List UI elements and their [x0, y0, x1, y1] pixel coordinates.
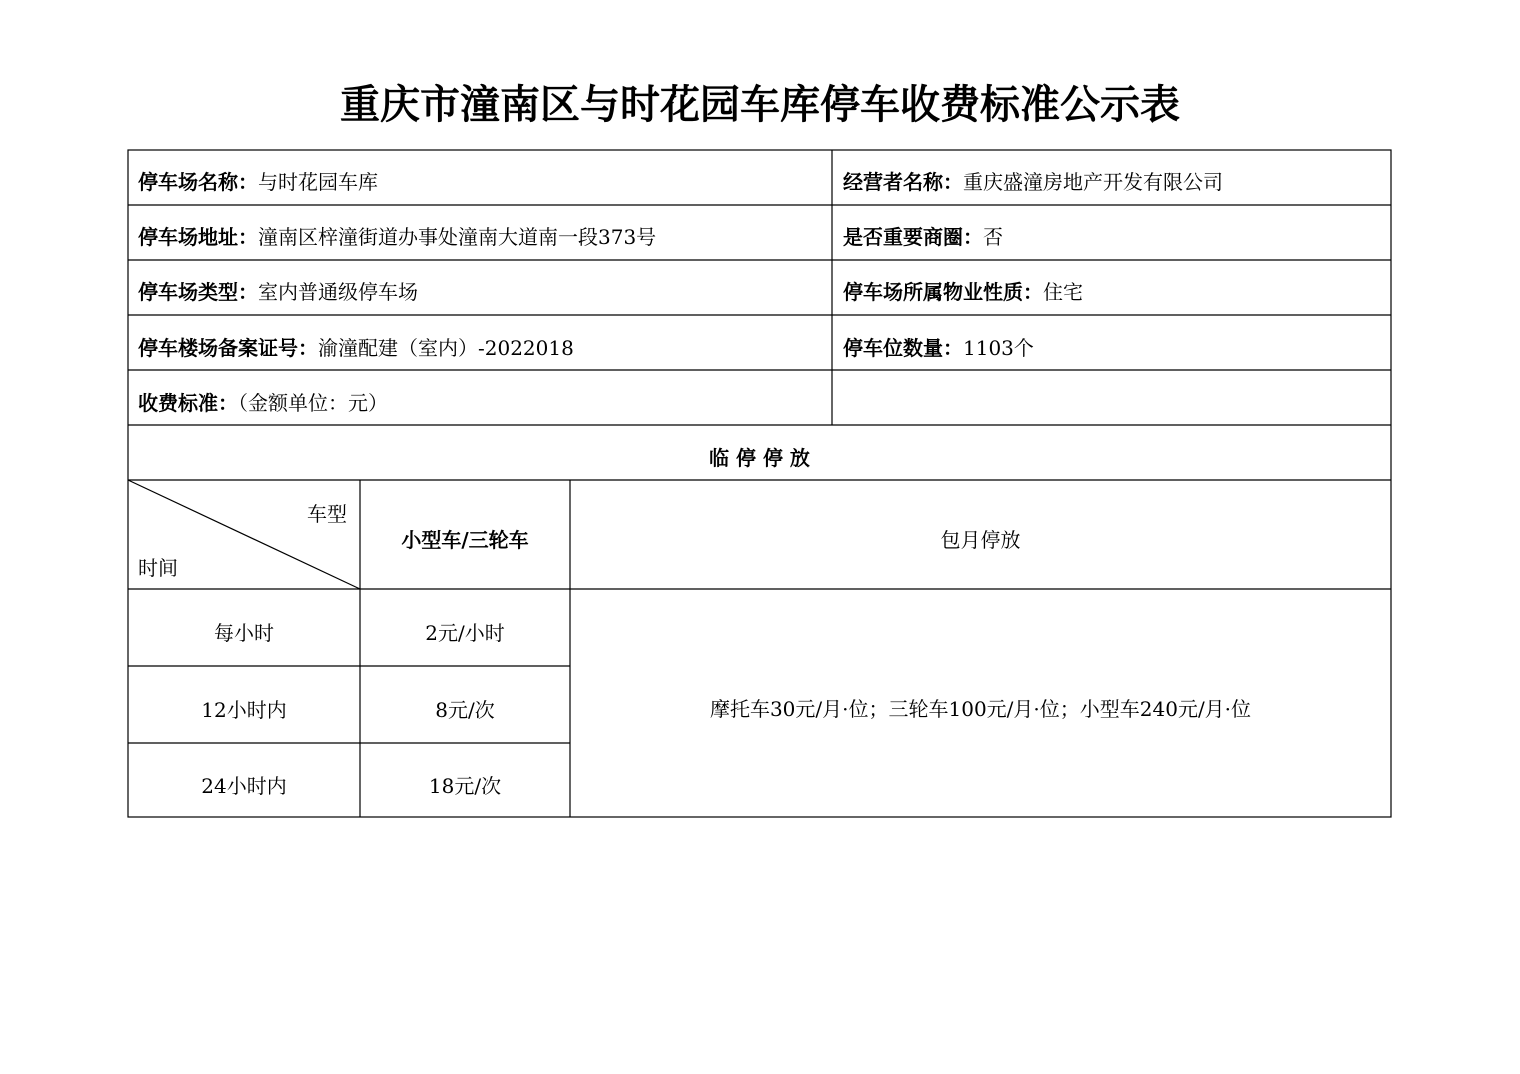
spaces-value: 1103个: [963, 336, 1034, 360]
spaces-row: [843, 334, 1034, 362]
row-time-3: 24小时内: [201, 774, 287, 798]
monthly-rates: 摩托车30元/月·位；三轮车100元/月·位；小型车240元/月·位: [709, 697, 1252, 721]
operator-label: 经营者名称：: [843, 170, 963, 194]
page-title: 重庆市潼南区与时花园车库停车收费标准公示表: [340, 82, 1180, 128]
operator-value: 重庆盛潼房地产开发有限公司: [963, 170, 1223, 194]
record-row: [138, 334, 574, 362]
business-area-value: 否: [983, 225, 1003, 249]
record-value: 渝潼配建（室内）-2022018: [318, 336, 574, 360]
row-price-1: 2元/小时: [425, 621, 505, 645]
fee-label: 收费标准：: [138, 391, 238, 415]
header-small-vehicle: 小型车/三轮车: [401, 528, 529, 552]
business-area-row: [843, 223, 1003, 251]
header-monthly: 包月停放: [940, 528, 1021, 552]
header-vehicle-type: 车型: [307, 502, 347, 526]
section-heading: 临 停 停 放: [709, 446, 810, 470]
row-price-2: 8元/次: [435, 698, 495, 722]
row-time-2: 12小时内: [201, 698, 287, 722]
lot-name-row: [138, 168, 378, 196]
row-price-3: 18元/次: [428, 774, 502, 798]
property-value: 住宅: [1043, 280, 1083, 304]
type-row: [138, 278, 418, 306]
type-label: 停车场类型：: [138, 280, 258, 304]
spaces-label: 停车位数量：: [843, 336, 963, 360]
address-label: 停车场地址：: [138, 225, 258, 249]
property-label: 停车场所属物业性质：: [843, 280, 1043, 304]
record-label: 停车楼场备案证号：: [138, 336, 318, 360]
type-value: 室内普通级停车场: [258, 280, 418, 304]
address-value: 潼南区梓潼街道办事处潼南大道南一段373号: [258, 225, 657, 249]
lot-name-label: 停车场名称：: [138, 170, 258, 194]
fee-unit: （金额单位：元）: [238, 391, 388, 415]
lot-name-value: 与时花园车库: [258, 170, 378, 194]
address-row: [138, 223, 656, 251]
business-area-label: 是否重要商圈：: [843, 225, 983, 249]
header-time: 时间: [138, 556, 178, 580]
property-row: [843, 278, 1083, 306]
row-time-1: 每小时: [214, 621, 274, 645]
operator-row: [843, 168, 1223, 196]
fee-row: [138, 389, 388, 417]
